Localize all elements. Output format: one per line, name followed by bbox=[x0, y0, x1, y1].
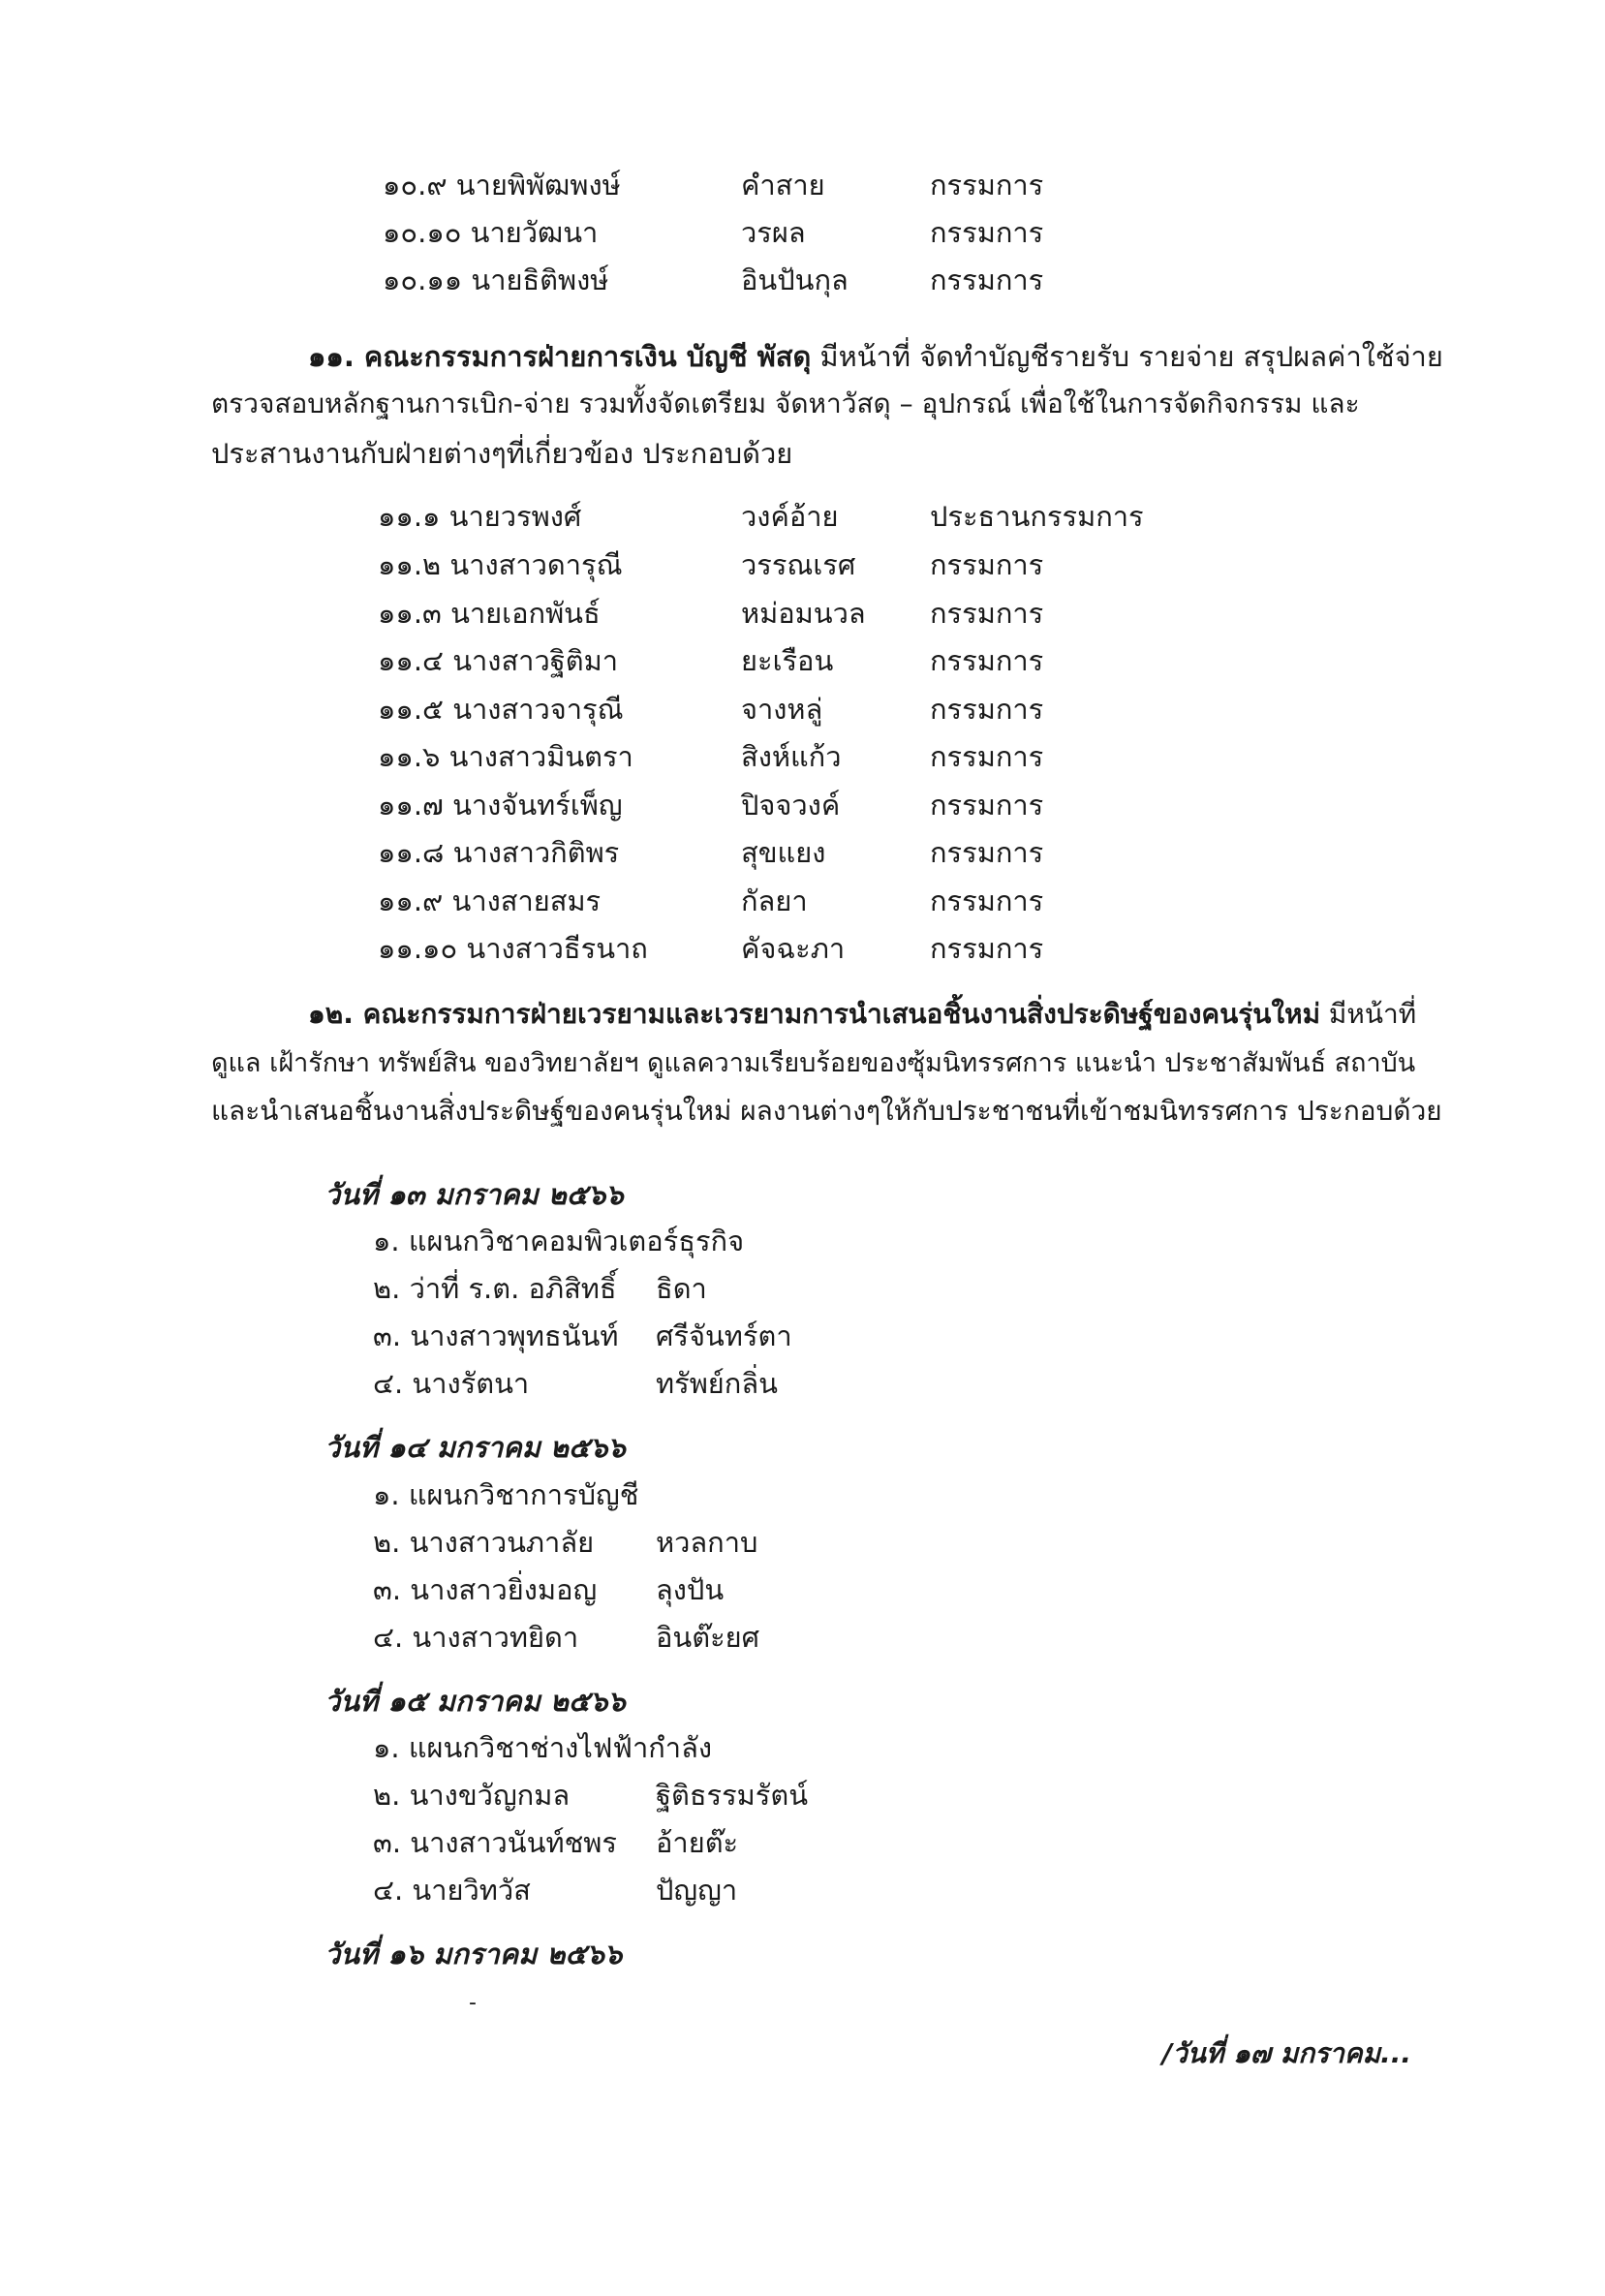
day-item bbox=[373, 1725, 1051, 1764]
section-11-heading: ๑๑. คณะกรรมการฝ่ายการเงิน บัญชี พัสดุ bbox=[308, 340, 812, 373]
member-surname: วรรณเรศ bbox=[741, 548, 856, 581]
item-text: ๒. นางสาวนภาลัย bbox=[373, 1526, 595, 1559]
placeholder-dash: - bbox=[469, 1991, 477, 2015]
member-no-name: ๑๑.๕ นางสาวจารุณี bbox=[378, 693, 624, 726]
item-text: ๓. นางสาวพุทธนันท์ bbox=[373, 1319, 619, 1352]
section-11-line-2: ตรวจสอบหลักฐานการเบิก-จ่าย รวมทั้งจัดเตรียม จัดหาวัสดุ – อุปกรณ์ เพื่อใช้ในการจัดกิจกรรม และ bbox=[211, 388, 1360, 419]
member-role: กรรมการ bbox=[930, 264, 1044, 296]
member-no-name: ๑๑.๓ นายเอกพันธ์ bbox=[378, 597, 601, 630]
section-11-paragraph bbox=[211, 334, 1443, 480]
member-row bbox=[383, 163, 1061, 202]
member-surname: กัลยา bbox=[741, 884, 808, 917]
section-12-line-2: ดูแล เฝ้ารักษา ทรัพย์สิน ของวิทยาลัยฯ ดูแลความเรียบร้อยของซุ้มนิทรรศการ แนะนำ ประชาสัมพันธ์ สถาบัน bbox=[211, 1048, 1416, 1078]
member-row bbox=[383, 210, 1061, 249]
member-no-name: ๑๑.๔ นางสาวฐิติมา bbox=[378, 644, 618, 677]
member-row bbox=[378, 879, 1153, 917]
day-item bbox=[373, 1773, 1051, 1812]
member-no-name: ๑๑.๘ นางสาวกิติพร bbox=[378, 836, 620, 869]
member-role: กรรมการ bbox=[930, 884, 1044, 917]
day-item bbox=[373, 1820, 1051, 1859]
section-11-line-3: ประสานงานกับฝ่ายต่างๆที่เกี่ยวข้อง ประกอบด้วย bbox=[211, 437, 793, 470]
member-row bbox=[378, 494, 1153, 533]
member-role: ประธานกรรมการ bbox=[930, 500, 1144, 533]
member-row bbox=[378, 830, 1153, 869]
member-surname: อินปันกุล bbox=[741, 264, 849, 296]
member-no-name: ๑๐.๑๐ นายวัฒนา bbox=[383, 216, 599, 249]
continuation-footer: /วันที่ ๑๗ มกราคม... bbox=[1161, 2037, 1411, 2069]
item-surname: ลุงปัน bbox=[656, 1573, 725, 1606]
section-12-line-1: ๑๒. คณะกรรมการฝ่ายเวรยามและเวรยามการนำเสนอชิ้นงานสิ่งประดิษฐ์ของคนรุ่นใหม่ มีหน้าที่ bbox=[308, 998, 1417, 1030]
day-item bbox=[373, 1520, 1051, 1559]
day-item bbox=[373, 1615, 1051, 1654]
day-item bbox=[373, 1473, 1051, 1511]
item-text: ๒. นางขวัญกมล bbox=[373, 1779, 571, 1812]
day-item bbox=[373, 1219, 1051, 1257]
item-surname: อ้ายต๊ะ bbox=[656, 1826, 739, 1859]
item-text: ๔. นายวิทวัส bbox=[373, 1874, 531, 1907]
member-surname: สิงห์แก้ว bbox=[741, 740, 842, 773]
member-row bbox=[378, 638, 1153, 677]
item-surname: หวลกาบ bbox=[656, 1526, 758, 1559]
item-text: ๓. นางสาวนันท์ชพร bbox=[373, 1826, 617, 1859]
item-surname: ทรัพย์กลิ่น bbox=[656, 1367, 778, 1400]
day-item bbox=[373, 1266, 1051, 1305]
member-row bbox=[378, 543, 1153, 581]
member-role: กรรมการ bbox=[930, 548, 1044, 581]
day-item bbox=[373, 1868, 1051, 1907]
member-no-name: ๑๑.๑ นายวรพงศ์ bbox=[378, 500, 582, 533]
member-no-name: ๑๑.๙ นางสายสมร bbox=[378, 884, 602, 917]
item-text: ๒. ว่าที่ ร.ต. อภิสิทธิ์ bbox=[373, 1272, 617, 1305]
member-role: กรรมการ bbox=[930, 644, 1044, 677]
member-surname: วงค์อ้าย bbox=[741, 500, 839, 533]
member-role: กรรมการ bbox=[930, 789, 1044, 822]
member-role: กรรมการ bbox=[930, 836, 1044, 869]
member-role: กรรมการ bbox=[930, 597, 1044, 630]
item-text: ๑. แผนกวิชาช่างไฟฟ้ากำลัง bbox=[373, 1731, 713, 1764]
member-surname: หม่อมนวล bbox=[741, 597, 866, 630]
member-row bbox=[378, 591, 1153, 630]
member-no-name: ๑๑.๗ นางจันทร์เพ็ญ bbox=[378, 789, 623, 822]
member-row bbox=[378, 783, 1153, 822]
day-item bbox=[373, 1314, 1051, 1352]
day-item bbox=[373, 1361, 1051, 1400]
member-role: กรรมการ bbox=[930, 740, 1044, 773]
item-text: ๔. นางสาวทยิดา bbox=[373, 1621, 579, 1654]
day-heading: วันที่ ๑๖ มกราคม ๒๕๖๖ bbox=[324, 1938, 623, 1970]
item-surname: ศรีจันทร์ตา bbox=[656, 1319, 792, 1352]
member-row bbox=[378, 926, 1153, 965]
member-surname: ปิจจวงค์ bbox=[741, 789, 841, 822]
day-heading: วันที่ ๑๓ มกราคม ๒๕๖๖ bbox=[324, 1178, 624, 1211]
member-role: กรรมการ bbox=[930, 932, 1044, 965]
member-surname: สุขแยง bbox=[741, 836, 826, 869]
section-11-line-1: ๑๑. คณะกรรมการฝ่ายการเงิน บัญชี พัสดุ มีหน้าที่ จัดทำบัญชีรายรับ รายจ่าย สรุปผลค่าใช้จ่าย bbox=[308, 340, 1443, 373]
member-surname: คัจฉะภา bbox=[741, 932, 846, 965]
day-heading: วันที่ ๑๕ มกราคม ๒๕๖๖ bbox=[324, 1685, 626, 1718]
member-surname: ยะเรือน bbox=[741, 644, 834, 677]
day-heading: วันที่ ๑๔ มกราคม ๒๕๖๖ bbox=[324, 1431, 626, 1464]
member-surname: คำสาย bbox=[741, 169, 825, 202]
member-row bbox=[378, 734, 1153, 773]
member-no-name: ๑๐.๙ นายพิพัฒพงษ์ bbox=[383, 169, 621, 202]
member-role: กรรมการ bbox=[930, 693, 1044, 726]
member-role: กรรมการ bbox=[930, 169, 1044, 202]
item-surname: ฐิติธรรมรัตน์ bbox=[656, 1779, 809, 1812]
item-text: ๓. นางสาวยิ่งมอญ bbox=[373, 1573, 598, 1606]
member-role: กรรมการ bbox=[930, 216, 1044, 249]
day-item bbox=[373, 1567, 1051, 1606]
item-surname: ธิดา bbox=[656, 1272, 707, 1305]
member-surname: วรผล bbox=[741, 216, 806, 249]
item-text: ๑. แผนกวิชาคอมพิวเตอร์ธุรกิจ bbox=[373, 1225, 745, 1257]
member-no-name: ๑๑.๑๐ นางสาวธีรนาถ bbox=[378, 932, 648, 965]
item-text: ๑. แผนกวิชาการบัญชี bbox=[373, 1478, 639, 1511]
section-12-line-3: และนำเสนอชิ้นงานสิ่งประดิษฐ์ของคนรุ่นใหม่ ผลงานต่างๆให้กับประชาชนที่เข้าชมนิทรรศการ ประกอบด้วย bbox=[211, 1095, 1442, 1127]
section-12-heading: ๑๒. คณะกรรมการฝ่ายเวรยามและเวรยามการนำเสนอชิ้นงานสิ่งประดิษฐ์ของคนรุ่นใหม่ bbox=[308, 998, 1321, 1030]
item-text: ๔. นางรัตนา bbox=[373, 1367, 530, 1400]
section-12-paragraph bbox=[211, 993, 1442, 1138]
item-surname: อินต๊ะยศ bbox=[656, 1621, 760, 1654]
member-surname: จางหลู่ bbox=[741, 693, 823, 726]
member-no-name: ๑๑.๒ นางสาวดารุณี bbox=[378, 548, 623, 581]
member-row bbox=[383, 258, 1061, 296]
member-row bbox=[378, 687, 1153, 726]
member-no-name: ๑๐.๑๑ นายธิติพงษ์ bbox=[383, 264, 609, 296]
member-no-name: ๑๑.๖ นางสาวมินตรา bbox=[378, 740, 633, 773]
item-surname: ปัญญา bbox=[656, 1874, 738, 1907]
